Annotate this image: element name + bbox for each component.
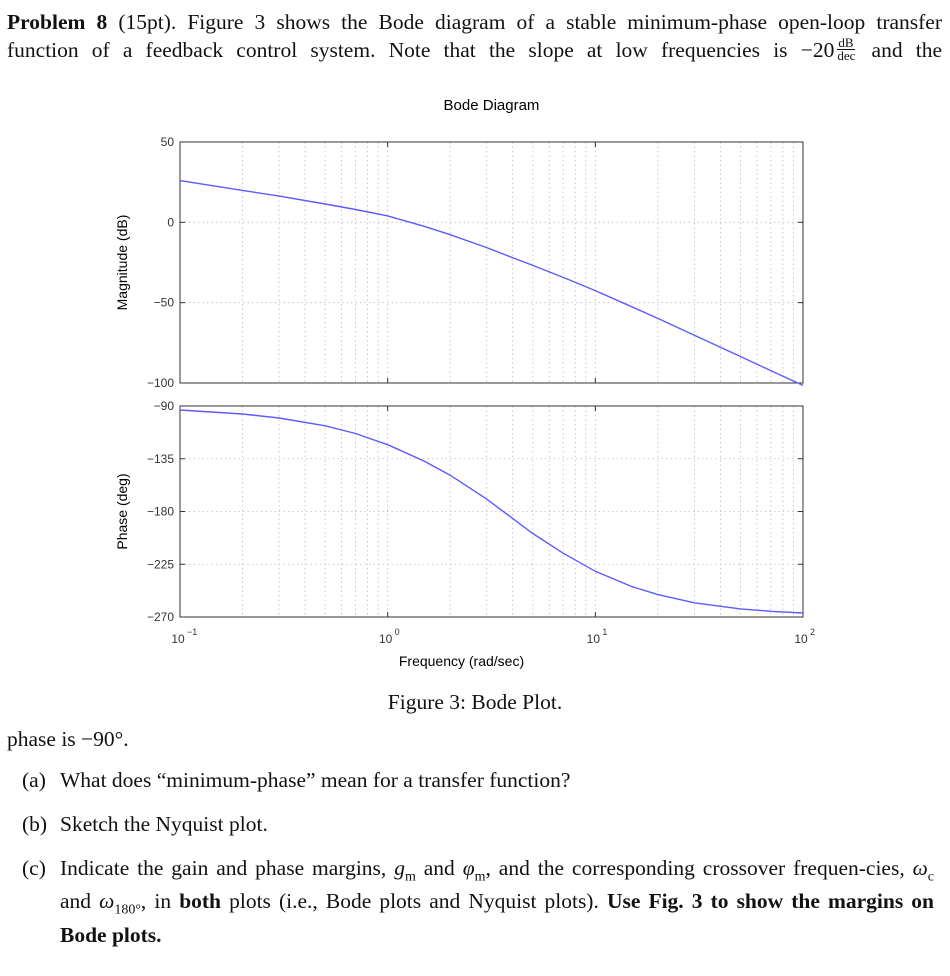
slope-unit-num: dB [838, 34, 854, 50]
question-c-part4: plots (i.e., Bode plots and Nyquist plots). [229, 889, 599, 914]
question-a-label: (a) [22, 768, 46, 792]
slope-unit-den: dec [837, 47, 856, 63]
question-c-bold1: both [179, 889, 222, 914]
intro-tail: and the [871, 38, 942, 62]
y-axis-label-magnitude: Magnitude (dB) [114, 214, 130, 311]
phim-symbol: φ [462, 856, 475, 880]
question-c-and1: and [423, 856, 455, 880]
wc-symbol: ω [912, 856, 928, 880]
question-c-and2: and [60, 889, 92, 914]
y-tick-label: 0 [167, 215, 174, 230]
x-tick-label [794, 627, 815, 646]
question-c-part2: , and the corresponding crossover frequen-cies, [485, 856, 905, 880]
question-b-text: Sketch the Nyquist plot. [60, 812, 268, 836]
x-tick-label-base: 10 [586, 632, 601, 646]
w180-subscript: 180° [114, 902, 141, 918]
gm-subscript: m [404, 869, 416, 885]
x-tick-label-exponent: 2 [810, 627, 816, 637]
problem-intro [7, 8, 942, 65]
x-tick-label-exponent: 0 [394, 627, 400, 637]
question-b-label: (b) [22, 812, 48, 836]
intro-line1: Figure 3 shows the Bode diagram of a stable minimum-phase open-loop transfer [187, 10, 943, 34]
gm-symbol: g [394, 856, 405, 880]
question-b [22, 812, 934, 837]
subplot-phase [114, 399, 803, 624]
x-tick-label-base: 10 [171, 632, 185, 646]
x-tick-label-exponent: −1 [187, 627, 198, 637]
y-tick-label: −270 [146, 610, 174, 624]
question-c [22, 856, 934, 948]
series-line-magnitude [180, 181, 803, 386]
y-tick-label: −180 [146, 504, 174, 519]
x-axis-label: Frequency (rad/sec) [398, 653, 525, 669]
y-tick-label: −135 [146, 451, 174, 466]
y-axis-label-phase: Phase (deg) [114, 473, 130, 550]
x-tick-label [171, 627, 197, 646]
figure-caption: Figure 3: Bode Plot. [387, 690, 563, 714]
bode-plot-svg [0, 80, 950, 700]
question-c-text [60, 856, 934, 948]
x-tick-label-exponent: 1 [602, 627, 608, 637]
x-tick-label [379, 627, 400, 646]
question-c-label: (c) [22, 856, 46, 880]
question-a [22, 768, 934, 793]
question-a-text: What does “minimum-phase” mean for a transfer function? [60, 768, 571, 792]
x-tick-label-base: 10 [378, 632, 393, 646]
y-tick-label: −100 [146, 376, 174, 390]
question-c-bold2: Use Fig. 3 to show the margins on Bode plots. [60, 889, 935, 947]
y-tick-label: 50 [160, 135, 174, 149]
x-tick-label-base: 10 [794, 632, 808, 646]
intro-line3: phase is −90°. [7, 727, 129, 751]
intro-line2-wrap [7, 36, 942, 65]
chart-title: Bode Diagram [443, 97, 540, 114]
x-tick-label [587, 627, 608, 646]
slope-unit-fraction [837, 34, 856, 63]
y-tick-label: −225 [146, 557, 174, 572]
subplot-magnitude [114, 135, 803, 390]
w180-symbol: ω [99, 889, 115, 914]
question-c-part3: , in [140, 889, 172, 914]
problem-label: Problem 8 [7, 10, 108, 34]
axes-box [180, 142, 803, 383]
problem-points: (15pt). [118, 10, 177, 34]
wc-subscript: c [927, 869, 935, 885]
bode-figure [0, 80, 950, 700]
y-tick-label: −90 [153, 399, 174, 413]
y-tick-label: −50 [153, 295, 174, 310]
intro-line2: function of a feedback control system. Note that the slope at low frequencies is −20 [7, 38, 835, 62]
question-c-part1: Indicate the gain and phase margins, [60, 856, 387, 880]
phim-subscript: m [474, 869, 486, 885]
